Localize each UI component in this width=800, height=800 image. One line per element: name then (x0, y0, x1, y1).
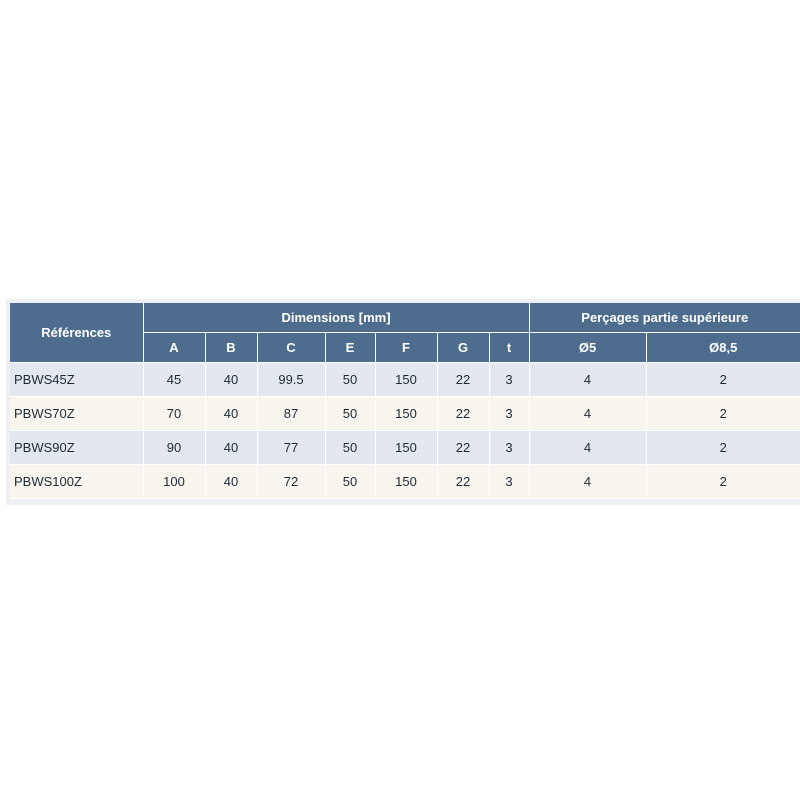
cell-g: 22 (437, 431, 489, 465)
cell-c: 99.5 (257, 363, 325, 397)
spec-table (10, 303, 800, 499)
cell-d5: 4 (529, 465, 646, 499)
header-col-f: F (375, 333, 437, 363)
cell-g: 22 (437, 465, 489, 499)
cell-g: 22 (437, 363, 489, 397)
cell-d8-5: 2 (646, 465, 800, 499)
cell-f: 150 (375, 363, 437, 397)
cell-a: 45 (143, 363, 205, 397)
cell-t: 3 (489, 397, 529, 431)
spec-table-frame (6, 299, 800, 505)
header-row-top (10, 303, 800, 333)
cell-f: 150 (375, 397, 437, 431)
cell-e: 50 (325, 397, 375, 431)
cell-t: 3 (489, 431, 529, 465)
cell-a: 100 (143, 465, 205, 499)
header-col-a: A (143, 333, 205, 363)
header-dimensions: Dimensions [mm] (143, 303, 529, 333)
cell-reference: PBWS90Z (10, 431, 143, 465)
table-row (10, 465, 800, 499)
cell-f: 150 (375, 431, 437, 465)
cell-e: 50 (325, 363, 375, 397)
cell-d8-5: 2 (646, 431, 800, 465)
cell-d5: 4 (529, 397, 646, 431)
header-col-b: B (205, 333, 257, 363)
cell-reference: PBWS70Z (10, 397, 143, 431)
cell-d8-5: 2 (646, 397, 800, 431)
cell-reference: PBWS45Z (10, 363, 143, 397)
cell-t: 3 (489, 465, 529, 499)
cell-c: 72 (257, 465, 325, 499)
header-references: Références (10, 303, 143, 363)
header-col-e: E (325, 333, 375, 363)
table-row (10, 397, 800, 431)
header-col-t: t (489, 333, 529, 363)
cell-a: 90 (143, 431, 205, 465)
header-col-d8-5: Ø8,5 (646, 333, 800, 363)
cell-d5: 4 (529, 363, 646, 397)
cell-t: 3 (489, 363, 529, 397)
cell-a: 70 (143, 397, 205, 431)
cell-b: 40 (205, 431, 257, 465)
header-col-d5: Ø5 (529, 333, 646, 363)
cell-d5: 4 (529, 431, 646, 465)
header-drillings: Perçages partie supérieure (529, 303, 800, 333)
cell-c: 87 (257, 397, 325, 431)
cell-b: 40 (205, 397, 257, 431)
cell-d8-5: 2 (646, 363, 800, 397)
cell-b: 40 (205, 363, 257, 397)
table-row (10, 363, 800, 397)
cell-c: 77 (257, 431, 325, 465)
table-row (10, 431, 800, 465)
cell-f: 150 (375, 465, 437, 499)
cell-g: 22 (437, 397, 489, 431)
cell-reference: PBWS100Z (10, 465, 143, 499)
header-col-c: C (257, 333, 325, 363)
cell-e: 50 (325, 431, 375, 465)
cell-e: 50 (325, 465, 375, 499)
cell-b: 40 (205, 465, 257, 499)
header-col-g: G (437, 333, 489, 363)
